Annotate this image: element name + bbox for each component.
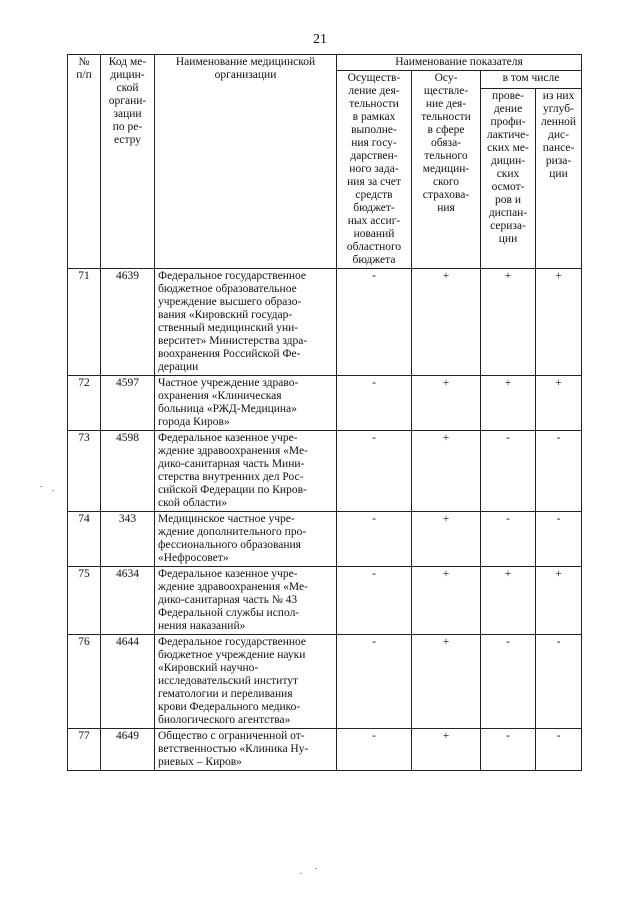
- header-num: № п/п: [68, 55, 101, 269]
- row-name: Федеральное государственное бюджетное образовательное учреждение высшего образо- вания «Кировский государ- ственный медицинский уни- верситет» Министерства здра- воохранения Российской Фе- дерации: [155, 269, 337, 376]
- row-oms: +: [412, 512, 481, 567]
- row-code: 4598: [101, 431, 155, 512]
- row-oms: +: [412, 635, 481, 729]
- row-state: -: [337, 729, 412, 771]
- row-disp: -: [536, 729, 582, 771]
- page-number: 21: [313, 32, 327, 47]
- row-oms: +: [412, 431, 481, 512]
- row-prof: +: [481, 567, 536, 635]
- row-disp: +: [536, 567, 582, 635]
- table-row: [68, 567, 582, 635]
- row-state: -: [337, 376, 412, 431]
- row-num: 77: [68, 729, 101, 771]
- row-prof: -: [481, 729, 536, 771]
- row-prof: -: [481, 512, 536, 567]
- header-name: Наименование медицинской организации: [155, 55, 337, 269]
- row-num: 72: [68, 376, 101, 431]
- table-row: [68, 729, 582, 771]
- row-num: 71: [68, 269, 101, 376]
- row-state: -: [337, 635, 412, 729]
- row-code: 343: [101, 512, 155, 567]
- row-code: 4634: [101, 567, 155, 635]
- header-disp: из них углуб- ленной дис- пансе- риза- ции: [536, 89, 582, 269]
- table-row: [68, 431, 582, 512]
- header-including: в том числе: [481, 71, 582, 89]
- row-name: Федеральное казенное учре- ждение здравоохранения «Ме- дико-санитарная часть № 43 Федеральной службы испол- нения наказаний»: [155, 567, 337, 635]
- table-row: [68, 376, 582, 431]
- row-prof: +: [481, 269, 536, 376]
- row-disp: +: [536, 376, 582, 431]
- row-oms: +: [412, 729, 481, 771]
- row-num: 75: [68, 567, 101, 635]
- table-row: [68, 269, 582, 376]
- row-state: -: [337, 269, 412, 376]
- header-code: Код ме- дицин- ской органи- зации по ре- естру: [101, 55, 155, 269]
- header-prof: прове- дение профи- лактиче- ских ме- дицин- ских осмот- ров и диспан- сериза- ции: [481, 89, 536, 269]
- table-row: [68, 635, 582, 729]
- row-code: 4639: [101, 269, 155, 376]
- row-prof: -: [481, 431, 536, 512]
- row-name: Медицинское частное учре- ждение дополнительного про- фессионального образования «Нефросовет»: [155, 512, 337, 567]
- row-prof: -: [481, 635, 536, 729]
- row-name: Частное учреждение здраво- охранения «Клиническая больница «РЖД-Медицина» города Киров»: [155, 376, 337, 431]
- row-num: 73: [68, 431, 101, 512]
- row-disp: -: [536, 431, 582, 512]
- organizations-table: [67, 54, 582, 771]
- row-state: -: [337, 567, 412, 635]
- row-name: Федеральное государственное бюджетное учреждение науки «Кировский научно- исследовательский институт гематологии и переливания крови Федерального медико- биологического агентства»: [155, 635, 337, 729]
- row-code: 4649: [101, 729, 155, 771]
- table-row: [68, 512, 582, 567]
- header-indicator: Наименование показателя: [337, 55, 582, 71]
- row-state: -: [337, 512, 412, 567]
- row-num: 74: [68, 512, 101, 567]
- row-name: Федеральное казенное учре- ждение здравоохранения «Ме- дико-санитарная часть Мини- стерства внутренних дел Рос- сийской Федерации по Киров- ской области»: [155, 431, 337, 512]
- row-code: 4644: [101, 635, 155, 729]
- row-oms: +: [412, 269, 481, 376]
- header-oms: Осу- ществле- ние дея- тельности в сфере обяза- тельного медицин- ского страхова- ния: [412, 71, 481, 269]
- row-state: -: [337, 431, 412, 512]
- row-num: 76: [68, 635, 101, 729]
- row-disp: +: [536, 269, 582, 376]
- row-disp: -: [536, 512, 582, 567]
- row-disp: -: [536, 635, 582, 729]
- header-state-task: Осуществ- ление дея- тельности в рамках выполне- ния госу- дарствен- ного зада- ния за счет средств бюджет- ных ассиг- нований областного бюджета: [337, 71, 412, 269]
- row-prof: +: [481, 376, 536, 431]
- row-name: Общество с ограниченной от- ветственностью «Клиника Ну- риевых – Киров»: [155, 729, 337, 771]
- row-oms: +: [412, 376, 481, 431]
- row-code: 4597: [101, 376, 155, 431]
- row-oms: +: [412, 567, 481, 635]
